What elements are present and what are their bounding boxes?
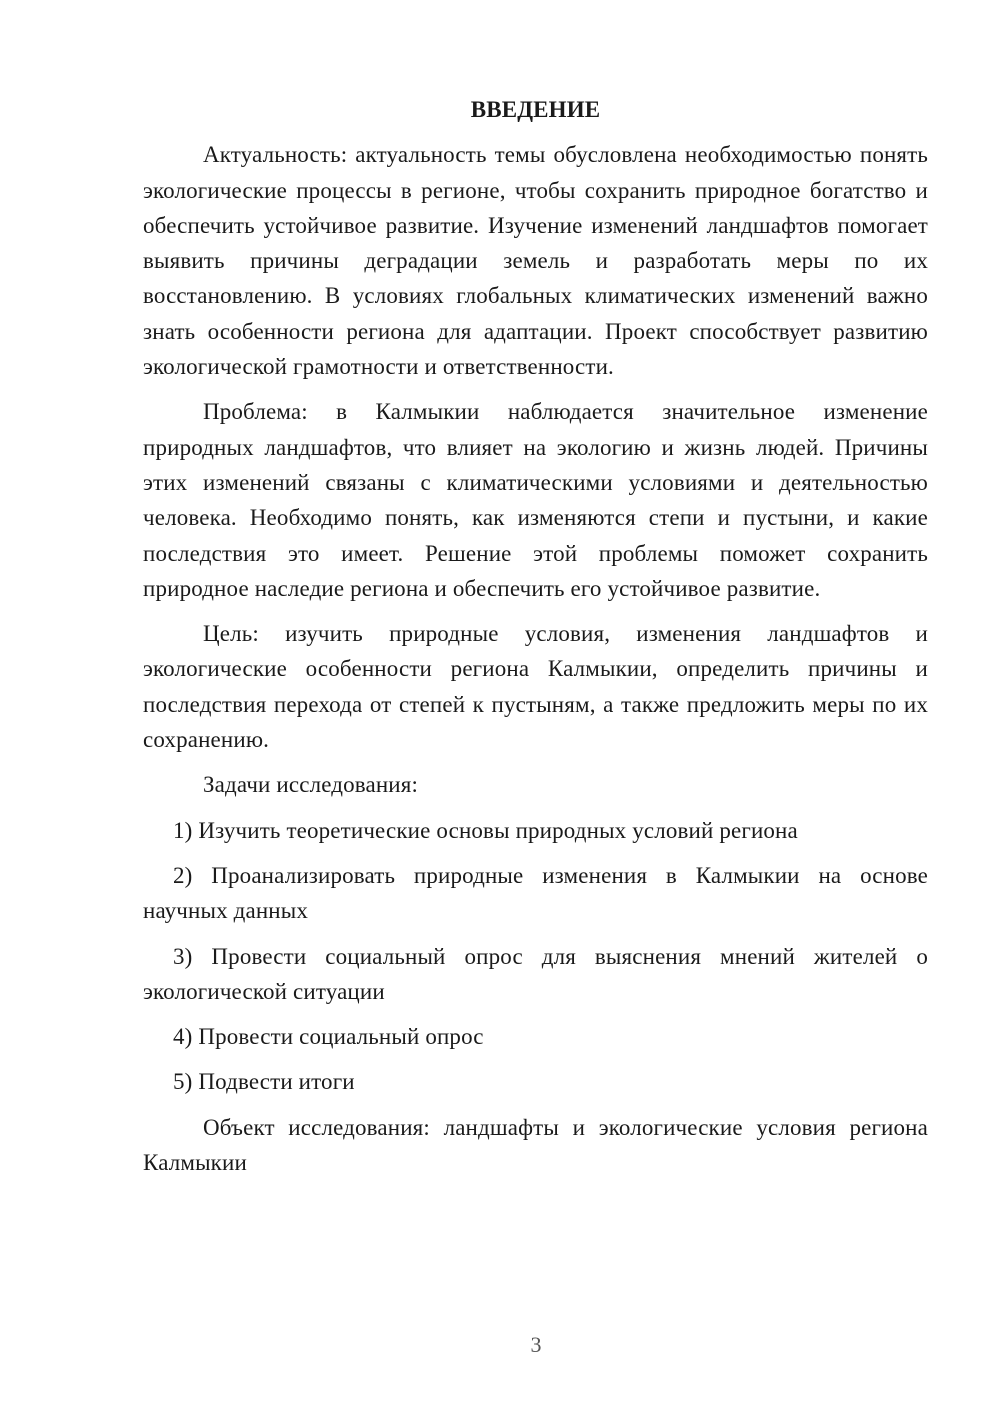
task-item-5: 5) Подвести итоги bbox=[173, 1069, 355, 1095]
task-item-3: 3) Провести социальный опрос для выяснения мнений жителей о экологической ситуации bbox=[143, 943, 928, 1004]
paragraph-problem: Проблема: в Калмыкии наблюдается значительное изменение природных ландшафтов, что влияет на экологию и жизнь людей. Причины этих изменений связаны с климатическими условиями и деятельностью человека. Необходимо понять, как изменяются степи и пустыни, и какие последствия это имеет. Решение этой проблемы поможет сохранить природное наследие региона и обеспечить его устойчивое развитие. bbox=[143, 399, 928, 601]
tasks-heading: Задачи исследования: bbox=[203, 772, 419, 798]
paragraph-goal: Цель: изучить природные условия, изменения ландшафтов и экологические особенности региона Калмыкии, определить причины и последствия перехода от степей к пустыням, а также предложить меры по их сохранению. bbox=[143, 621, 928, 753]
task-item-2: 2) Проанализировать природные изменения в Калмыкии на основе научных данных bbox=[143, 862, 928, 924]
paragraph-object: Объект исследования: ландшафты и экологические условия региона Калмыкии bbox=[143, 1114, 928, 1176]
task-item-4: 4) Провести социальный опрос bbox=[173, 1024, 484, 1050]
page-number: 3 bbox=[530, 1332, 542, 1357]
page-content bbox=[143, 92, 928, 1190]
task-item-1: 1) Изучить теоретические основы природных условий региона bbox=[173, 817, 798, 843]
section-title: ВВЕДЕНИЕ bbox=[470, 97, 601, 122]
paragraph-relevance: Актуальность: актуальность темы обусловлена необходимостью понять экологические процессы в регионе, чтобы сохранить природное богатство и обеспечить устойчивое развитие. Изучение изменений ландшафтов помогает выявить причины деградации земель и разработать меры по их восстановлению. В условиях глобальных климатических изменений важно знать особенности региона для адаптации. Проект способствует развитию экологической грамотности и ответственности. bbox=[143, 142, 928, 380]
